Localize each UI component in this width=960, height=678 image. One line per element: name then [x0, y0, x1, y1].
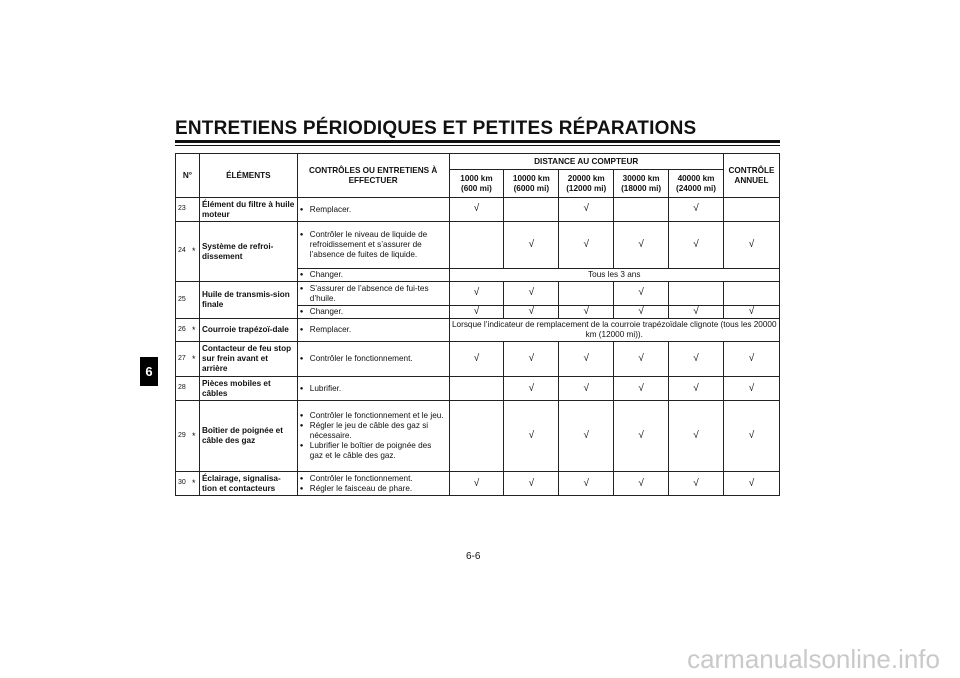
check-mark: √ — [669, 222, 724, 269]
row-element: Huile de transmis-sion finale — [199, 282, 297, 319]
check-mark: √ — [559, 401, 614, 472]
row-element: Courroie trapézoï-dale — [199, 319, 297, 342]
row-control: ● Remplacer. — [300, 205, 447, 215]
row-control: ● Contrôler le fonctionnement. — [300, 474, 447, 484]
check-mark: √ — [723, 342, 779, 377]
page-number: 6-6 — [466, 551, 481, 562]
row-element: Contacteur de feu stop sur frein avant et arrière — [199, 342, 297, 377]
header-annual: CONTRÔLE ANNUEL — [723, 154, 779, 198]
row-asterisk: * — [188, 472, 199, 496]
section-tab: 6 — [140, 357, 158, 386]
check-mark: √ — [723, 377, 779, 401]
table-row — [176, 472, 780, 496]
check-mark: √ — [614, 222, 669, 269]
row-element: Pièces mobiles et câbles — [199, 377, 297, 401]
check-mark: √ — [669, 198, 724, 222]
check-mark: √ — [504, 222, 559, 269]
row-element: Éclairage, signalisa-tion et contacteurs — [199, 472, 297, 496]
row-number: 27 — [176, 342, 189, 377]
check-mark: √ — [669, 306, 724, 319]
check-mark: √ — [559, 222, 614, 269]
row-control: ● Contrôler le fonctionnement et le jeu. — [300, 411, 447, 421]
check-mark: √ — [449, 342, 504, 377]
row-control: ● Régler le jeu de câble des gaz si nécessaire. — [300, 421, 447, 441]
check-mark: √ — [504, 342, 559, 377]
row-control: ● S’assurer de l’absence de fui-tes d’huile. — [300, 284, 447, 304]
row-element: Système de refroi-dissement — [199, 222, 297, 282]
row-asterisk: * — [188, 319, 199, 342]
check-mark: √ — [449, 306, 504, 319]
check-mark: √ — [723, 222, 779, 269]
header-distance-1: 1000 km (600 mi) — [449, 170, 504, 198]
check-mark: √ — [559, 306, 614, 319]
check-mark: √ — [504, 401, 559, 472]
row-control: ● Lubrifier le boîtier de poignée des gaz et le câble des gaz. — [300, 441, 447, 461]
row-control: ● Régler le faisceau de phare. — [300, 484, 447, 494]
title-rule-thick — [175, 140, 780, 143]
table-row — [176, 377, 780, 401]
row-asterisk — [188, 377, 199, 401]
row-span-note: Lorsque l’indicateur de remplacement de la courroie trapézoïdale clignote (tous les 20000 km (12000 mi)). — [449, 319, 779, 342]
row-asterisk: * — [188, 401, 199, 472]
row-asterisk: * — [188, 342, 199, 377]
check-mark: √ — [614, 401, 669, 472]
row-control: ● Contrôler le niveau de liquide de refroidissement et s’assurer de l’absence de fuites de liquide. — [300, 230, 447, 260]
row-control: ● Contrôler le fonctionnement. — [300, 354, 447, 364]
header-elements: ÉLÉMENTS — [199, 154, 297, 198]
check-mark: √ — [449, 198, 504, 222]
row-asterisk: * — [188, 222, 199, 282]
row-number: 29 — [176, 401, 189, 472]
check-mark: √ — [504, 306, 559, 319]
row-control: ● Changer. — [300, 270, 447, 280]
check-mark: √ — [669, 342, 724, 377]
row-number: 30 — [176, 472, 189, 496]
row-number: 28 — [176, 377, 189, 401]
table-row — [176, 319, 780, 342]
check-mark: √ — [449, 282, 504, 306]
header-distance-3: 20000 km (12000 mi) — [559, 170, 614, 198]
header-controls: CONTRÔLES OU ENTRETIENS À EFFECTUER — [297, 154, 449, 198]
check-mark: √ — [614, 306, 669, 319]
check-mark: √ — [504, 377, 559, 401]
check-mark: √ — [669, 401, 724, 472]
row-asterisk — [188, 198, 199, 222]
table-row — [176, 342, 780, 377]
row-control: ● Changer. — [300, 307, 447, 317]
row-asterisk — [188, 282, 199, 319]
row-number: 25 — [176, 282, 189, 319]
check-mark: √ — [614, 472, 669, 496]
table-row — [176, 222, 780, 269]
row-number: 24 — [176, 222, 189, 282]
header-distance-4: 30000 km (18000 mi) — [614, 170, 669, 198]
header-distance-2: 10000 km (6000 mi) — [504, 170, 559, 198]
row-control: ● Remplacer. — [300, 325, 447, 335]
table-row — [176, 198, 780, 222]
check-mark: √ — [559, 198, 614, 222]
check-mark: √ — [669, 377, 724, 401]
check-mark: √ — [449, 472, 504, 496]
check-mark: √ — [614, 377, 669, 401]
title-rule-thin — [175, 145, 780, 146]
row-number: 23 — [176, 198, 189, 222]
row-control: ● Lubrifier. — [300, 384, 447, 394]
check-mark: √ — [559, 472, 614, 496]
header-distance-5: 40000 km (24000 mi) — [669, 170, 724, 198]
table-row — [176, 282, 780, 306]
check-mark: √ — [614, 342, 669, 377]
check-mark: √ — [723, 472, 779, 496]
check-mark: √ — [504, 472, 559, 496]
row-element: Boîtier de poignée et câble des gaz — [199, 401, 297, 472]
table-row — [176, 401, 780, 472]
check-mark: √ — [559, 377, 614, 401]
check-mark: √ — [723, 401, 779, 472]
row-number: 26 — [176, 319, 189, 342]
check-mark: √ — [669, 472, 724, 496]
check-mark: √ — [723, 306, 779, 319]
row-element: Élément du filtre à huile moteur — [199, 198, 297, 222]
header-distance: DISTANCE AU COMPTEUR — [449, 154, 723, 170]
maintenance-table — [175, 153, 780, 496]
watermark: carmanualsonline.info — [687, 644, 940, 674]
row-span-note: Tous les 3 ans — [449, 269, 779, 282]
check-mark: √ — [504, 282, 559, 306]
page-title: ENTRETIENS PÉRIODIQUES ET PETITES RÉPARATIONS — [175, 118, 697, 139]
header-num: N° — [176, 154, 200, 198]
check-mark: √ — [559, 342, 614, 377]
check-mark: √ — [614, 282, 669, 306]
